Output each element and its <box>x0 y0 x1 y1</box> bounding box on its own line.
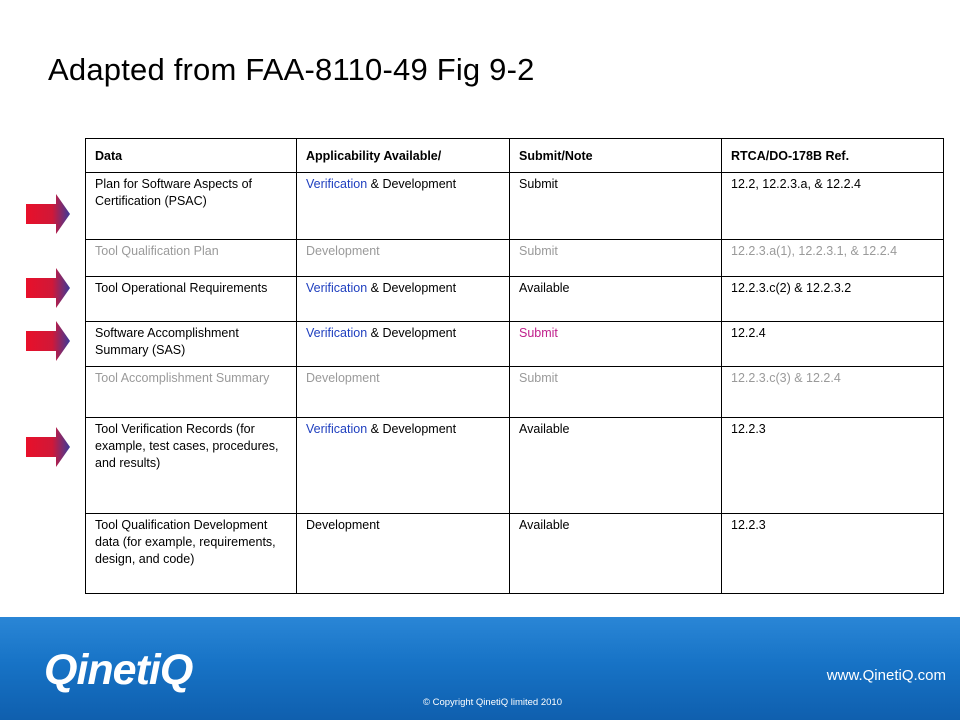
footer-bar <box>0 617 960 720</box>
copyright-text: © Copyright QinetiQ limited 2010 <box>422 697 562 708</box>
cell-ref: 12.2.3.c(3) & 12.2.4 <box>722 367 944 418</box>
cell-data: Plan for Software Aspects of Certification (PSAC) <box>86 173 297 240</box>
cell-submit: Submit <box>510 322 722 367</box>
header-submit-note: Submit/Note <box>510 139 722 173</box>
cell-applicability <box>297 240 510 277</box>
cell-data: Tool Accomplishment Summary <box>86 367 297 418</box>
cell-ref: 12.2, 12.2.3.a, & 12.2.4 <box>722 173 944 240</box>
cell-applicability <box>297 322 510 367</box>
applicability-development: & Development <box>367 422 457 436</box>
cell-data: Tool Operational Requirements <box>86 277 297 322</box>
qualification-data-table <box>85 138 944 594</box>
red-arrow-icon <box>26 268 70 308</box>
applicability-verification: Verification <box>306 326 368 340</box>
cell-applicability <box>297 173 510 240</box>
header-rtca-ref: RTCA/DO-178B Ref. <box>722 139 944 173</box>
cell-ref: 12.2.3.a(1), 12.2.3.1, & 12.2.4 <box>722 240 944 277</box>
cell-data: Tool Verification Records (for example, test cases, procedures, and results) <box>86 418 297 514</box>
applicability-verification: Verification <box>306 177 368 191</box>
cell-submit: Submit <box>510 240 722 277</box>
table-row <box>86 240 944 277</box>
red-arrow-icon <box>26 194 70 234</box>
cell-ref: 12.2.3 <box>722 418 944 514</box>
red-arrow-icon <box>26 321 70 361</box>
cell-submit: Submit <box>510 173 722 240</box>
qinetiq-logo: QinetiQ <box>44 646 193 694</box>
cell-data: Software Accomplishment Summary (SAS) <box>86 322 297 367</box>
header-data: Data <box>86 139 297 173</box>
cell-submit: Available <box>510 418 722 514</box>
table-row <box>86 514 944 594</box>
applicability-development: Development <box>306 371 380 385</box>
cell-submit: Available <box>510 514 722 594</box>
cell-applicability <box>297 418 510 514</box>
table-row <box>86 367 944 418</box>
red-arrow-icon <box>26 427 70 467</box>
cell-data: Tool Qualification Development data (for example, requirements, design, and code) <box>86 514 297 594</box>
cell-ref: 12.2.3 <box>722 514 944 594</box>
slide-title: Adapted from FAA-8110-49 Fig 9-2 <box>48 52 535 87</box>
applicability-development: Development <box>306 518 380 532</box>
table-row <box>86 173 944 240</box>
applicability-development: & Development <box>367 281 457 295</box>
applicability-development: & Development <box>367 326 457 340</box>
cell-ref: 12.2.4 <box>722 322 944 367</box>
applicability-development: Development <box>306 244 380 258</box>
applicability-verification: Verification <box>306 422 368 436</box>
header-applicability: Applicability Available/ <box>297 139 510 173</box>
website-link[interactable]: www.QinetiQ.com <box>826 667 946 684</box>
cell-submit: Submit <box>510 367 722 418</box>
cell-applicability <box>297 277 510 322</box>
cell-applicability <box>297 514 510 594</box>
cell-applicability <box>297 367 510 418</box>
table-header-row <box>86 139 944 173</box>
cell-submit: Available <box>510 277 722 322</box>
applicability-development: & Development <box>367 177 457 191</box>
table-row <box>86 277 944 322</box>
cell-ref: 12.2.3.c(2) & 12.2.3.2 <box>722 277 944 322</box>
applicability-verification: Verification <box>306 281 368 295</box>
cell-data: Tool Qualification Plan <box>86 240 297 277</box>
table-row <box>86 322 944 367</box>
table-row <box>86 418 944 514</box>
